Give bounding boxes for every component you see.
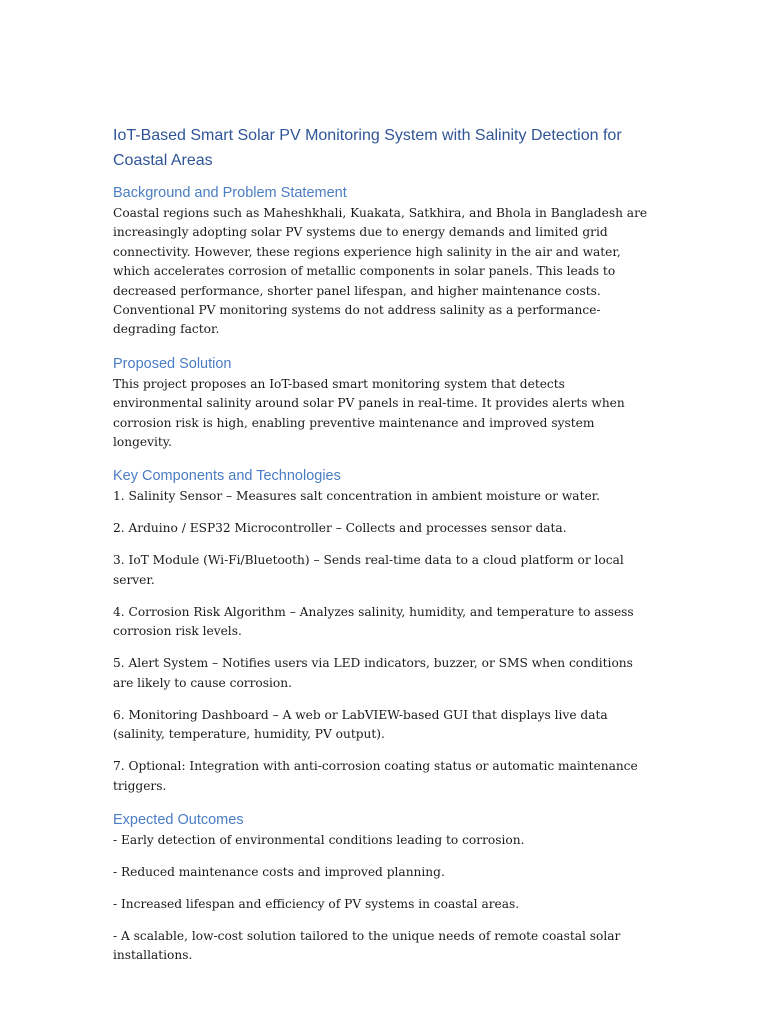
component-item-alert-system: 5. Alert System – Notifies users via LED indicators, buzzer, or SMS when conditions are likely to cause corrosion. <box>113 656 633 690</box>
component-item-salinity-sensor: 1. Salinity Sensor – Measures salt concentration in ambient moisture or water. <box>113 489 601 504</box>
component-item-dashboard: 6. Monitoring Dashboard – A web or LabVIEW-based GUI that displays live data (salinity, temperature, humidity, PV output). <box>113 707 608 742</box>
outcomes-list <box>113 831 653 966</box>
outcome-item-lifespan: - Increased lifespan and efficiency of PV systems in coastal areas. <box>113 896 520 911</box>
outcome-item-early-detection: - Early detection of environmental conditions leading to corrosion. <box>113 832 525 847</box>
outcome-item-reduced-costs: - Reduced maintenance costs and improved planning. <box>113 864 445 879</box>
component-item-corrosion-algorithm: 4. Corrosion Risk Algorithm – Analyzes salinity, humidity, and temperature to assess corrosion risk levels. <box>113 604 634 639</box>
outcome-item-scalable: - A scalable, low-cost solution tailored to the unique needs of remote coastal solar installations. <box>113 928 621 963</box>
component-item-microcontroller: 2. Arduino / ESP32 Microcontroller – Collects and processes sensor data. <box>113 521 567 536</box>
component-item-iot-module: 3. IoT Module (Wi-Fi/Bluetooth) – Sends real-time data to a cloud platform or local server. <box>113 553 624 587</box>
background-paragraph: Coastal regions such as Maheshkhali, Kuakata, Satkhira, and Bhola in Bangladesh are increasingly adopting solar PV systems due to energy demands and limited grid connectivity. However, these regions experience high salinity in the air and water, which accelerates corrosion of metallic components in solar panels. This leads to decreased performance, shorter panel lifespan, and higher maintenance costs. Conventional PV monitoring systems do not address salinity as a performance-degrading factor. <box>113 206 648 337</box>
components-list <box>113 487 653 795</box>
document-title: IoT-Based Smart Solar PV Monitoring System with Salinity Detection for Coastal Areas <box>113 127 622 169</box>
solution-paragraph: This project proposes an IoT-based smart monitoring system that detects environmental salinity around solar PV panels in real-time. It provides alerts when corrosion risk is high, enabling preventive maintenance and improved system longevity. <box>113 376 625 450</box>
component-item-optional: 7. Optional: Integration with anti-corrosion coating status or automatic maintenance triggers. <box>113 759 638 793</box>
outcomes-heading: Expected Outcomes <box>113 811 244 828</box>
solution-heading: Proposed Solution <box>113 355 232 372</box>
background-heading: Background and Problem Statement <box>113 185 347 201</box>
document-page <box>113 123 653 966</box>
components-heading: Key Components and Technologies <box>113 468 341 485</box>
